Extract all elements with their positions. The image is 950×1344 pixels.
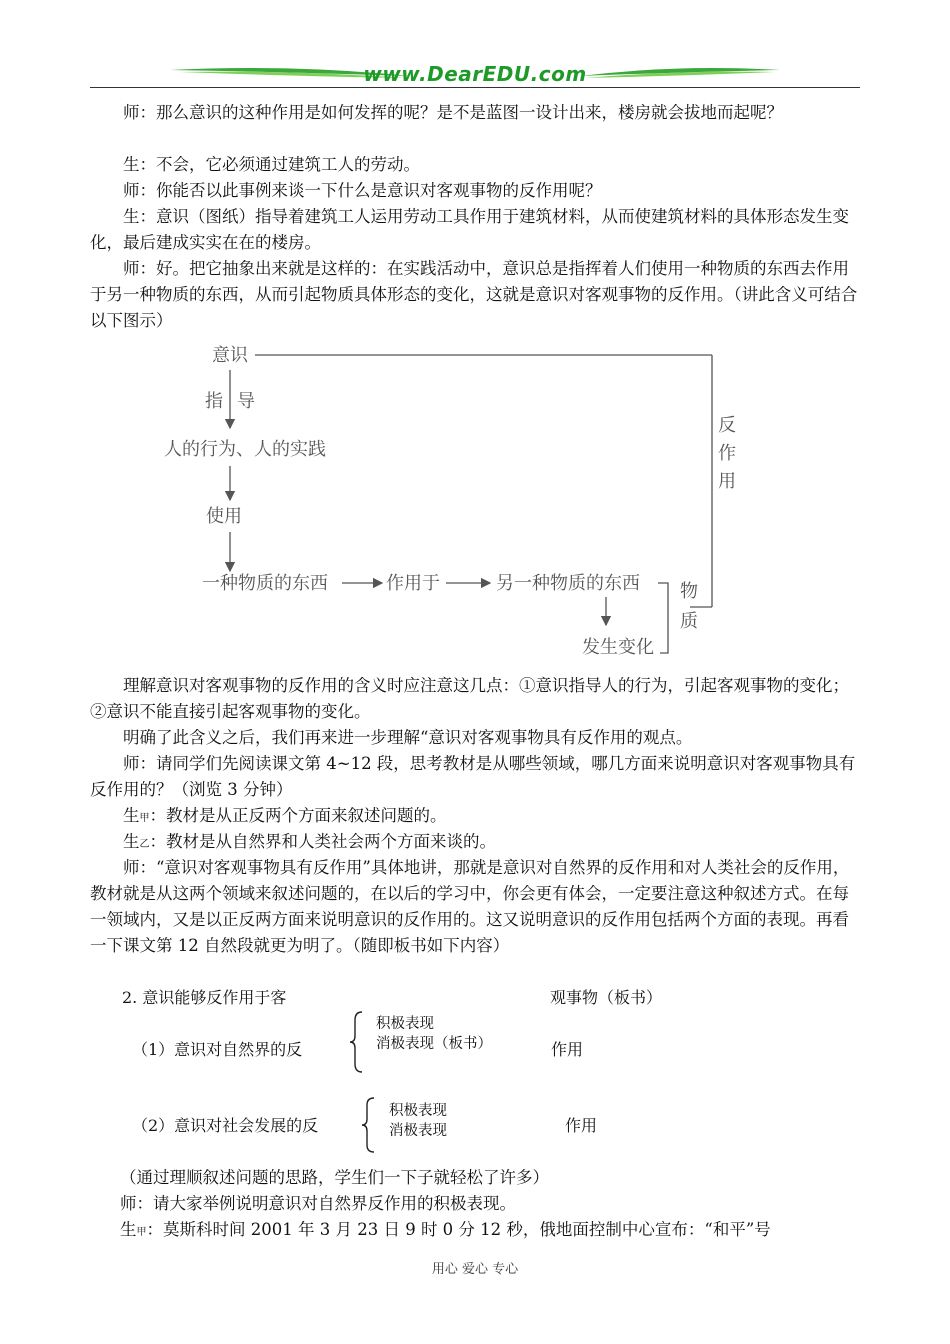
matter-bracket xyxy=(658,583,668,653)
board-heading-left: 2. 意识能够反作用于客 xyxy=(122,988,287,1007)
label-use: 使用 xyxy=(206,506,242,527)
node-change-occurs: 发生变化 xyxy=(582,637,654,658)
node-one-material-thing: 一种物质的东西 xyxy=(202,573,328,594)
board-item-society-label: （2）意识对社会发展的反 xyxy=(132,1116,319,1135)
brace-society xyxy=(360,1096,376,1154)
label-reaction-2: 作 xyxy=(718,443,736,464)
paragraph-student-answer: 生：不会，它必须通过建筑工人的劳动。 xyxy=(123,155,420,174)
node-consciousness: 意识 xyxy=(212,345,248,366)
board-nature-positive: 积极表现 xyxy=(376,1016,434,1032)
speaker-subscript: 甲 xyxy=(139,813,150,824)
node-human-behavior: 人的行为、人的实践 xyxy=(164,439,326,460)
board-nature-negative: 消极表现（板书） xyxy=(376,1036,492,1052)
page-footer: 用心 爱心 专心 xyxy=(431,1262,519,1277)
label-matter-2: 质 xyxy=(680,611,698,632)
board-item-nature-label: （1）意识对自然界的反 xyxy=(132,1040,303,1059)
paragraph-student-explanation: 生：意识（图纸）指导着建筑工人运用劳动工具作用于建筑材料，从而使建筑材料的具体形态发生变化，最后建成实实在在的楼房。 xyxy=(90,207,849,252)
paragraph-key-points: 理解意识对客观事物的反作用的含义时应注意这几点：①意识指导人的行为，引起客观事物的变化；②意识不能直接引起客观事物的变化。 xyxy=(90,676,849,721)
paragraph-student-a xyxy=(90,803,860,832)
board-heading-right: 观事物（板书） xyxy=(550,988,663,1007)
paragraph-reading-task: 师：请同学们先阅读课文第 4~12 段，思考教材是从哪些领域，哪几方面来说明意识对客观事物具有反作用的？（浏览 3 分钟） xyxy=(90,754,856,799)
site-logo: www.DearEDU.com xyxy=(363,62,587,86)
board-society-positive: 积极表现 xyxy=(389,1103,447,1119)
paragraph-further-understanding: 明确了此含义之后，我们再来进一步理解“意识对客观事物具有反作用的观点。 xyxy=(123,728,693,747)
speaker-label: 生 xyxy=(123,832,140,851)
speaker-subscript: 甲 xyxy=(136,1227,147,1238)
speaker-text: ：莫斯科时间 2001 年 3 月 23 日 9 时 0 分 12 秒，俄地面控制中心宣布：“和平”号 xyxy=(146,1220,771,1239)
paragraph-teacher-ask-example: 师：请大家举例说明意识对自然界反作用的积极表现。 xyxy=(120,1194,516,1213)
speaker-text: ：教材是从自然界和人类社会两个方面来谈的。 xyxy=(149,832,496,851)
paragraph-student-b xyxy=(90,829,860,858)
paragraph-teacher-prompt: 师：你能否以此事例来谈一下什么是意识对客观事物的反作用呢？ xyxy=(123,181,602,200)
speaker-subscript: 乙 xyxy=(139,839,150,850)
speaker-label: 生 xyxy=(120,1220,137,1239)
node-another-material-thing: 另一种物质的东西 xyxy=(496,573,640,594)
right-swoosh-decoration xyxy=(580,66,780,80)
label-reaction-1: 反 xyxy=(718,415,736,436)
paragraph-teacher-summary: 师：好。把它抽象出来就是这样的：在实践活动中，意识总是指挥着人们使用一种物质的东西去作用于另一种物质的东西，从而引起物质具体形态的变化，这就是意识对客观事物的反作用。（讲此含义可结合以下图示） xyxy=(90,259,858,330)
site-header xyxy=(90,60,860,94)
board-nature-suffix: 作用 xyxy=(551,1040,584,1059)
speaker-label: 生 xyxy=(123,806,140,825)
board-society-suffix: 作用 xyxy=(565,1116,598,1135)
label-reaction-3: 用 xyxy=(718,471,736,492)
speaker-text: ：教材是从正反两个方面来叙述问题的。 xyxy=(149,806,447,825)
paragraph-teacher-elaboration: 师：“意识对客观事物具有反作用”具体地讲，那就是意识对自然界的反作用和对人类社会的反作用，教材就是从这两个领域来叙述问题的，在以后的学习中，你会更有体会，一定要注意这种叙述方式。在每一领域内，又是以正反两方面来说明意识的反作用的。这又说明意识的反作用包括两个方面的表现。再看一下课文第 12 自然段就更为明了。（随即板书如下内容） xyxy=(90,858,850,955)
paragraph-student-example xyxy=(120,1217,860,1246)
board-society-negative: 消极表现 xyxy=(389,1123,447,1139)
label-guide-1: 指 xyxy=(205,391,223,412)
paragraph-teacher-question: 师：那么意识的这种作用是如何发挥的呢？是不是蓝图一设计出来，楼房就会拔地而起呢？ xyxy=(123,103,783,122)
paragraph-note: （通过理顺叙述问题的思路，学生们一下子就轻松了许多） xyxy=(120,1168,549,1187)
brace-nature xyxy=(348,1010,364,1074)
label-guide-2: 导 xyxy=(237,391,255,412)
label-acts-on: 作用于 xyxy=(386,573,440,594)
header-rule xyxy=(90,87,860,88)
reaction-diagram xyxy=(150,335,736,665)
label-matter-1: 物 xyxy=(680,581,698,602)
